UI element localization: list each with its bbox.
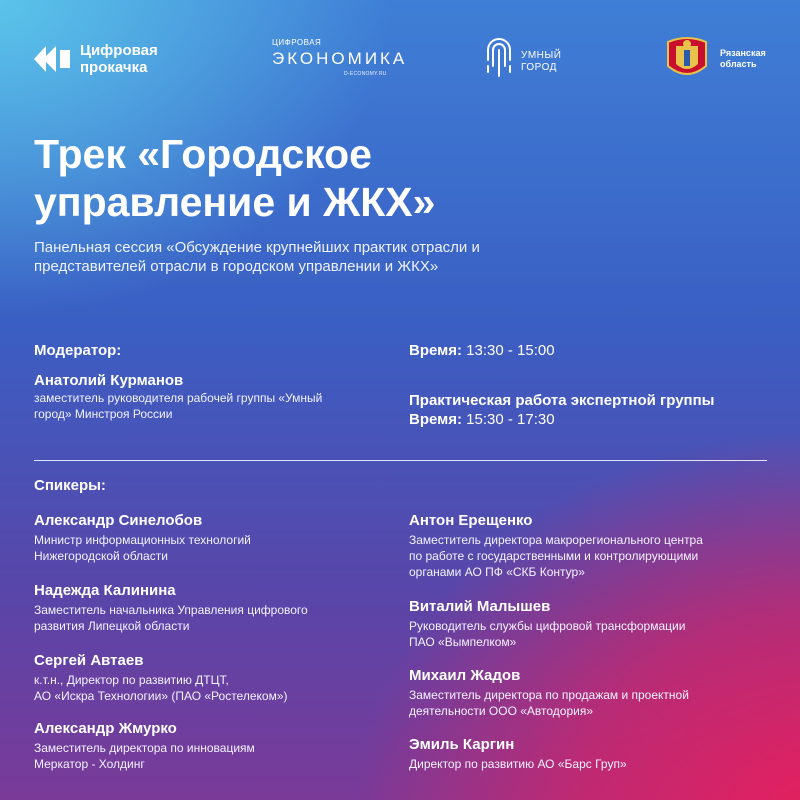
prokachka-logo-text: Цифровая прокачка xyxy=(80,42,158,76)
moderator-label: Модератор: xyxy=(34,342,122,359)
page-subtitle: Панельная сессия «Обсуждение крупнейших практик отрасли и представителей отрасли в городском управлении и ЖКХ» xyxy=(34,239,480,275)
speaker-item xyxy=(34,512,394,564)
time-label: Время: xyxy=(409,342,462,359)
prokachka-logo xyxy=(34,42,174,78)
moderator-desc: заместитель руководителя рабочей группы «Умный город» Минстроя России xyxy=(34,391,323,421)
speaker-name: Александр Жмурко xyxy=(34,720,177,737)
fingerprint-icon xyxy=(485,36,513,80)
speaker-desc: Заместитель начальника Управления цифрового развития Липецкой области xyxy=(34,603,308,633)
speaker-item xyxy=(409,598,769,650)
speaker-name: Михаил Жадов xyxy=(409,667,521,684)
speaker-desc: Заместитель директора макрорегионального центра по работе с государственными и контролирующими органами АО ПФ «СКБ Контур» xyxy=(409,533,703,579)
region-logo xyxy=(664,36,774,82)
speaker-name: Сергей Автаев xyxy=(34,652,144,669)
speaker-item xyxy=(34,582,394,634)
speaker-desc: Директор по развитию АО «Барс Груп» xyxy=(409,757,627,771)
economy-url-text: D-ECONOMY.RU xyxy=(344,71,387,77)
time-value: 15:30 - 17:30 xyxy=(466,411,555,428)
speaker-item xyxy=(34,652,394,704)
smart-city-logo xyxy=(485,36,585,82)
moderator-name: Анатолий Курманов xyxy=(34,372,184,389)
smart-city-text: УМНЫЙ ГОРОД xyxy=(521,50,562,73)
speaker-name: Эмиль Каргин xyxy=(409,736,515,753)
speaker-item xyxy=(34,720,394,772)
speaker-item xyxy=(409,667,769,719)
speaker-desc: Министр информационных технологий Нижегородской области xyxy=(34,533,251,563)
speakers-label: Спикеры: xyxy=(34,477,106,494)
session-time xyxy=(409,341,555,361)
time-label: Время: xyxy=(409,411,462,428)
coat-of-arms-icon xyxy=(664,36,710,82)
economy-logo xyxy=(272,38,408,80)
region-text: Рязанская область xyxy=(720,48,766,69)
speaker-item xyxy=(409,512,769,580)
practice-time xyxy=(409,410,555,430)
speaker-item xyxy=(409,736,769,772)
prokachka-mark-icon xyxy=(34,42,74,76)
speaker-desc: к.т.н., Директор по развитию ДТЦТ, АО «Искра Технологии» (ПАО «Ростелеком») xyxy=(34,673,288,703)
economy-big-text: ЭКОНОМИКА xyxy=(272,49,408,68)
speaker-name: Виталий Малышев xyxy=(409,598,551,615)
time-value: 13:30 - 15:00 xyxy=(466,342,555,359)
speaker-name: Антон Ерещенко xyxy=(409,512,533,529)
speaker-name: Надежда Калинина xyxy=(34,582,176,599)
speaker-desc: Заместитель директора по продажам и проектной деятельности ООО «Автодория» xyxy=(409,688,689,718)
page-title: Трек «Городское управление и ЖКХ» xyxy=(34,131,436,225)
speaker-desc: Заместитель директора по инновациям Меркатор - Холдинг xyxy=(34,741,255,771)
divider xyxy=(34,460,767,461)
economy-small-text: ЦИФРОВАЯ xyxy=(272,38,322,47)
practice-title: Практическая работа экспертной группы xyxy=(409,392,715,409)
speaker-desc: Руководитель службы цифровой трансформации ПАО «Вымпелком» xyxy=(409,619,686,649)
speaker-name: Александр Синелобов xyxy=(34,512,203,529)
